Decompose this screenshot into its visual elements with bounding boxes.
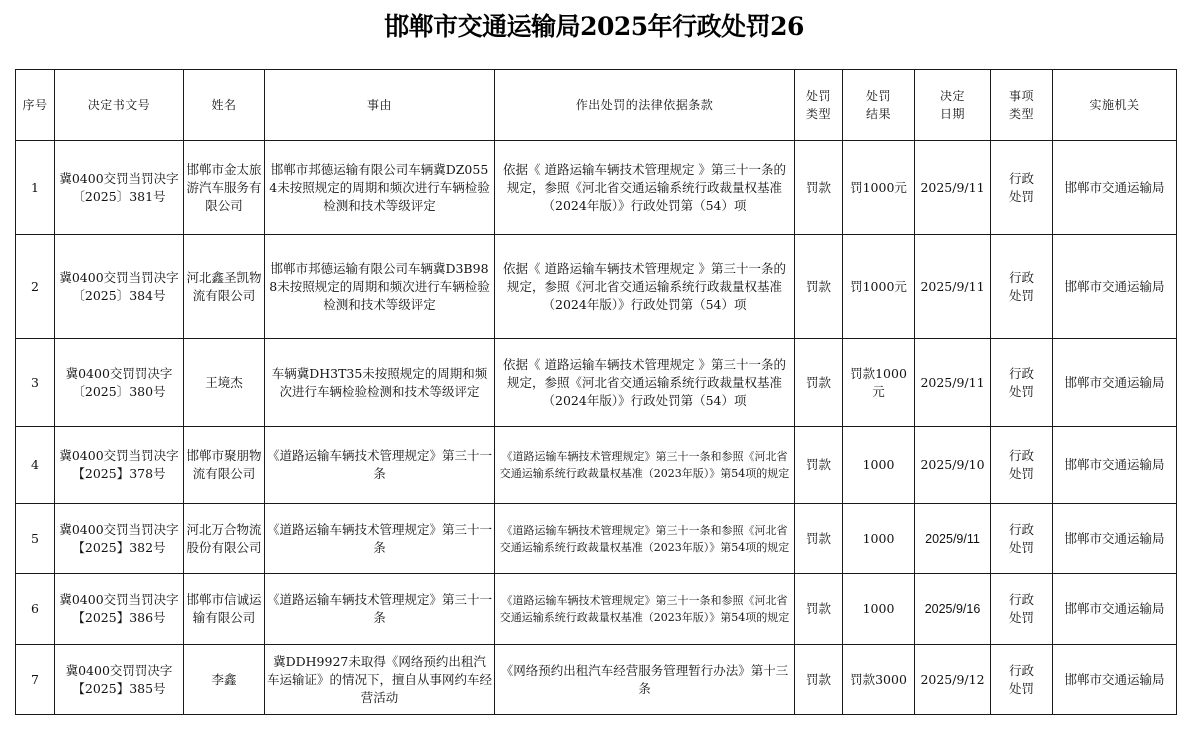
- cell-name: 河北万合物流股份有限公司: [184, 504, 265, 574]
- cell-decision-date: 2025/9/12: [915, 645, 991, 715]
- cell-seq: 1: [16, 141, 55, 235]
- cell-seq: 6: [16, 574, 55, 645]
- cell-decision-date: 2025/9/16: [915, 574, 991, 645]
- cell-penalty-result: 罚1000元: [843, 141, 915, 235]
- cell-basis: 《道路运输车辆技术管理规定》第三十一条和参照《河北省交通运输系统行政裁量权基准（2023年版）》第54项的规定: [495, 427, 795, 504]
- header-agency: 实施机关: [1053, 70, 1177, 141]
- cell-seq: 2: [16, 235, 55, 339]
- cell-penalty-type: 罚款: [795, 339, 843, 427]
- cell-reason: 《道路运输车辆技术管理规定》第三十一条: [265, 504, 495, 574]
- cell-agency: 邯郸市交通运输局: [1053, 574, 1177, 645]
- cell-agency: 邯郸市交通运输局: [1053, 141, 1177, 235]
- table-row: [16, 645, 1177, 715]
- cell-basis: 《道路运输车辆技术管理规定》第三十一条和参照《河北省交通运输系统行政裁量权基准（2023年版）》第54项的规定: [495, 504, 795, 574]
- cell-penalty-type: 罚款: [795, 235, 843, 339]
- cell-reason: 车辆冀DH3T35未按照规定的周期和频次进行车辆检验检测和技术等级评定: [265, 339, 495, 427]
- header-item-type: 事项 类型: [991, 70, 1053, 141]
- header-decision-date: 决定 日期: [915, 70, 991, 141]
- cell-item-type: 行政 处罚: [991, 235, 1053, 339]
- header-penalty-result: 处罚 结果: [843, 70, 915, 141]
- cell-item-type: 行政 处罚: [991, 504, 1053, 574]
- cell-reason: 《道路运输车辆技术管理规定》第三十一条: [265, 427, 495, 504]
- cell-basis: 依据《 道路运输车辆技术管理规定 》第三十一条的规定，参照《河北省交通运输系统行政裁量权基准（2024年版）》行政处罚第（54）项: [495, 141, 795, 235]
- header-doc-no: 决定书文号: [55, 70, 184, 141]
- cell-item-type: 行政 处罚: [991, 141, 1053, 235]
- cell-name: 邯郸市聚朋物流有限公司: [184, 427, 265, 504]
- header-reason: 事由: [265, 70, 495, 141]
- cell-penalty-type: 罚款: [795, 645, 843, 715]
- cell-reason: 邯郸市邦德运输有限公司车辆冀DZ0554未按照规定的周期和频次进行车辆检验检测和技术等级评定: [265, 141, 495, 235]
- cell-decision-date: 2025/9/10: [915, 427, 991, 504]
- cell-agency: 邯郸市交通运输局: [1053, 427, 1177, 504]
- cell-agency: 邯郸市交通运输局: [1053, 645, 1177, 715]
- cell-doc-no: 冀0400交罚当罚决字【2025】378号: [55, 427, 184, 504]
- cell-penalty-type: 罚款: [795, 504, 843, 574]
- header-basis: 作出处罚的法律依据条款: [495, 70, 795, 141]
- cell-penalty-type: 罚款: [795, 141, 843, 235]
- cell-name: 河北鑫圣凯物流有限公司: [184, 235, 265, 339]
- cell-basis: 依据《 道路运输车辆技术管理规定 》第三十一条的规定，参照《河北省交通运输系统行政裁量权基准（2024年版）》行政处罚第（54）项: [495, 339, 795, 427]
- cell-seq: 7: [16, 645, 55, 715]
- cell-penalty-result: 1000: [843, 504, 915, 574]
- cell-agency: 邯郸市交通运输局: [1053, 504, 1177, 574]
- cell-decision-date: 2025/9/11: [915, 339, 991, 427]
- cell-agency: 邯郸市交通运输局: [1053, 339, 1177, 427]
- table-row: [16, 504, 1177, 574]
- cell-doc-no: 冀0400交罚当罚决字【2025】386号: [55, 574, 184, 645]
- cell-name: 李鑫: [184, 645, 265, 715]
- cell-doc-no: 冀0400交罚罚决字 〔2025〕380号: [55, 339, 184, 427]
- table-row: [16, 339, 1177, 427]
- cell-seq: 5: [16, 504, 55, 574]
- table-row: [16, 427, 1177, 504]
- cell-item-type: 行政 处罚: [991, 574, 1053, 645]
- cell-agency: 邯郸市交通运输局: [1053, 235, 1177, 339]
- cell-basis: 依据《 道路运输车辆技术管理规定 》第三十一条的规定，参照《河北省交通运输系统行政裁量权基准（2024年版）》行政处罚第（54）项: [495, 235, 795, 339]
- cell-doc-no: 冀0400交罚当罚决字 〔2025〕384号: [55, 235, 184, 339]
- cell-decision-date: 2025/9/11: [915, 504, 991, 574]
- cell-name: 邯郸市信诚运输有限公司: [184, 574, 265, 645]
- cell-penalty-result: 罚款3000: [843, 645, 915, 715]
- cell-penalty-type: 罚款: [795, 427, 843, 504]
- cell-item-type: 行政 处罚: [991, 645, 1053, 715]
- cell-doc-no: 冀0400交罚罚决字【2025】385号: [55, 645, 184, 715]
- page-title: 邯郸市交通运输局2025年行政处罚26: [384, 12, 804, 41]
- cell-penalty-result: 罚款1000 元: [843, 339, 915, 427]
- cell-reason: 《道路运输车辆技术管理规定》第三十一条: [265, 574, 495, 645]
- table-row: [16, 141, 1177, 235]
- cell-item-type: 行政 处罚: [991, 339, 1053, 427]
- cell-decision-date: 2025/9/11: [915, 235, 991, 339]
- cell-name: 王境杰: [184, 339, 265, 427]
- header-penalty-type: 处罚 类型: [795, 70, 843, 141]
- cell-decision-date: 2025/9/11: [915, 141, 991, 235]
- penalty-table: [15, 69, 1177, 715]
- cell-basis: 《道路运输车辆技术管理规定》第三十一条和参照《河北省交通运输系统行政裁量权基准（2023年版）》第54项的规定: [495, 574, 795, 645]
- cell-penalty-result: 罚1000元: [843, 235, 915, 339]
- cell-item-type: 行政 处罚: [991, 427, 1053, 504]
- header-seq: 序号: [16, 70, 55, 141]
- cell-doc-no: 冀0400交罚当罚决字 〔2025〕381号: [55, 141, 184, 235]
- cell-seq: 3: [16, 339, 55, 427]
- cell-name: 邯郸市金太旅游汽车服务有限公司: [184, 141, 265, 235]
- cell-doc-no: 冀0400交罚当罚决字【2025】382号: [55, 504, 184, 574]
- cell-penalty-result: 1000: [843, 574, 915, 645]
- table-header-row: [16, 70, 1177, 141]
- cell-penalty-result: 1000: [843, 427, 915, 504]
- table-row: [16, 235, 1177, 339]
- cell-basis: 《网络预约出租汽车经营服务管理暂行办法》第十三条: [495, 645, 795, 715]
- cell-penalty-type: 罚款: [795, 574, 843, 645]
- cell-seq: 4: [16, 427, 55, 504]
- cell-reason: 冀DDH9927未取得《网络预约出租汽车运输证》的情况下，擅自从事网约车经营活动: [265, 645, 495, 715]
- table-row: [16, 574, 1177, 645]
- header-name: 姓名: [184, 70, 265, 141]
- cell-reason: 邯郸市邦德运输有限公司车辆冀D3B988未按照规定的周期和频次进行车辆检验检测和技术等级评定: [265, 235, 495, 339]
